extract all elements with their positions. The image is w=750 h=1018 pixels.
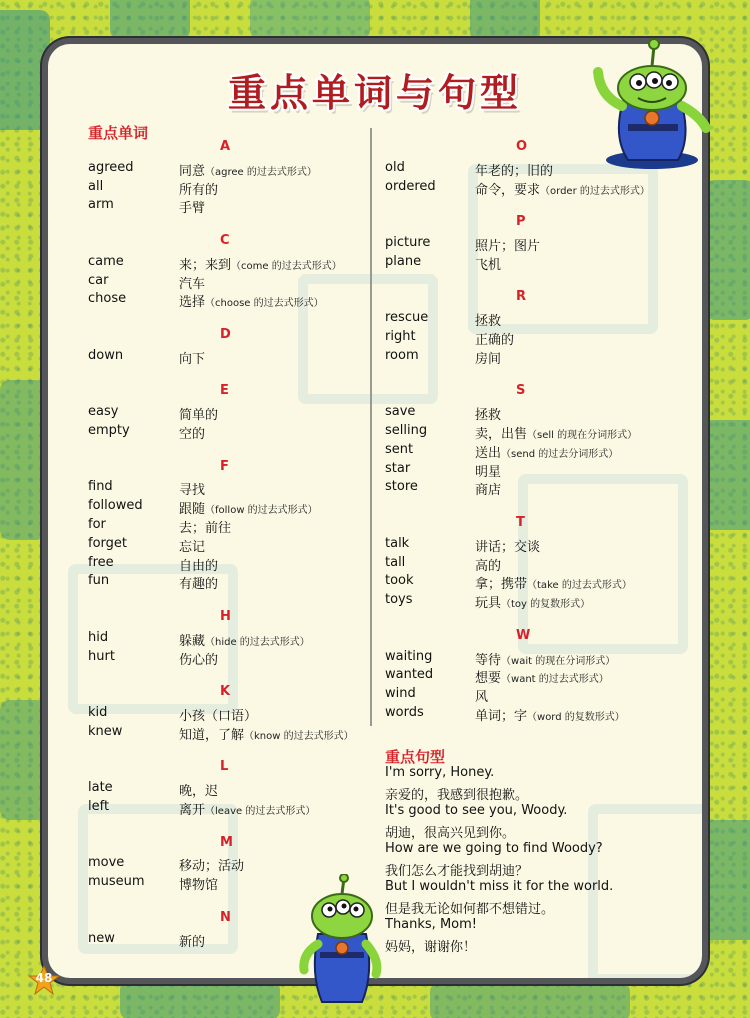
vocab-word: car (88, 272, 109, 288)
sentence-line: It's good to see you, Woody. (385, 803, 568, 818)
letter-heading: N (220, 909, 231, 925)
vocab-meaning: 新的 (179, 934, 206, 950)
vocab-word: all (88, 178, 104, 194)
vocab-word: museum (88, 874, 145, 890)
vocab-word: store (385, 479, 418, 495)
vocab-word: followed (88, 498, 143, 514)
letter-heading: R (516, 289, 527, 305)
vocab-word: plane (385, 253, 422, 269)
vocab-word: save (385, 404, 416, 420)
vocab-meaning: 伤心的 (179, 652, 219, 668)
sentence-line: 亲爱的，我感到很抱歉。 (385, 788, 529, 803)
vocab-word: tall (385, 554, 406, 570)
words-heading: 重点单词 (88, 124, 149, 142)
vocab-meaning: 选择（choose 的过去式形式） (179, 295, 324, 311)
vocab-meaning: 所有的 (179, 182, 219, 198)
vocab-word: forget (88, 535, 127, 551)
vocab-meaning: 同意（agree 的过去式形式） (179, 163, 317, 179)
letter-heading: D (220, 327, 231, 342)
vocab-word: hid (88, 629, 109, 645)
vocab-word: easy (88, 404, 119, 420)
vocab-meaning: 命令，要求（order 的过去式形式） (475, 182, 650, 198)
vocab-note: （send 的过去分词形式） (501, 448, 619, 460)
vocab-meaning: 玩具（toy 的复数形式） (475, 596, 591, 612)
alien-character-icon (292, 874, 392, 1009)
vocab-meaning: 高的 (475, 558, 502, 574)
vocab-word: star (385, 460, 411, 476)
vocab-meaning: 年老的；旧的 (475, 163, 554, 179)
vocab-word: arm (88, 197, 114, 213)
sentence-line: 我们怎么才能找到胡迪？ (385, 864, 529, 879)
vocab-meaning: 等待（wait 的现在分词形式） (475, 652, 616, 668)
vocab-word: empty (88, 423, 130, 438)
alien-character-icon (582, 36, 722, 171)
letter-heading: P (516, 214, 526, 230)
letter-heading: A (220, 139, 231, 154)
vocab-meaning: 跟随（follow 的过去式形式） (179, 502, 318, 518)
vocab-meaning: 小孩（口语） (179, 709, 258, 724)
vocab-word: down (88, 347, 124, 363)
vocab-word: chose (88, 291, 127, 307)
vocab-word: left (88, 799, 110, 814)
letter-heading: S (516, 383, 526, 399)
vocab-meaning: 去；前往 (179, 521, 232, 536)
vocab-note: （hide 的过去式形式） (205, 636, 310, 648)
vocab-note: （choose 的过去式形式） (205, 298, 324, 310)
vocab-word: late (88, 780, 113, 796)
letter-heading: K (220, 684, 231, 700)
vocab-meaning: 拯救 (475, 314, 502, 330)
vocab-meaning: 讲话；交谈 (475, 539, 541, 555)
vocab-word: picture (385, 235, 431, 250)
page-number: 48 (35, 971, 53, 985)
vocab-note: （know 的过去式形式） (244, 730, 354, 742)
vocab-note: （agree 的过去式形式） (205, 166, 317, 178)
vocab-word: ordered (385, 178, 436, 194)
vocab-meaning: 卖，出售（sell 的现在分词形式） (475, 427, 638, 442)
vocab-meaning: 晚，迟 (179, 784, 219, 800)
letter-heading: M (220, 834, 233, 850)
vocab-meaning: 明星 (475, 464, 502, 480)
vocab-word: waiting (385, 648, 433, 664)
vocab-meaning: 离开（leave 的过去式形式） (179, 803, 316, 818)
vocab-meaning: 来；来到（come 的过去式形式） (179, 257, 342, 273)
vocab-meaning: 简单的 (179, 408, 219, 424)
vocab-meaning: 送出（send 的过去分词形式） (475, 445, 619, 461)
vocab-meaning: 照片；图片 (475, 239, 541, 254)
sentence-line: 妈妈，谢谢你！ (385, 940, 477, 955)
vocab-meaning: 空的 (179, 427, 206, 442)
vocab-word: sent (385, 441, 414, 457)
vocab-word: right (385, 329, 416, 344)
page-title: 重点单词与句型 (227, 71, 522, 115)
vocab-meaning: 房间 (475, 351, 502, 367)
vocab-meaning: 正确的 (475, 333, 515, 348)
column-divider (370, 128, 372, 726)
vocab-note: （want 的过去式形式） (501, 674, 609, 686)
vocab-word: knew (88, 723, 123, 739)
vocab-word: free (88, 554, 114, 570)
sentences-heading: 重点句型 (385, 748, 446, 766)
vocab-meaning: 自由的 (179, 558, 219, 574)
sentence-line: Thanks, Mom! (385, 917, 477, 932)
vocab-word: selling (385, 423, 428, 438)
letter-heading: F (220, 458, 229, 474)
sentence-line: I'm sorry, Honey. (385, 765, 495, 780)
vocab-word: talk (385, 535, 410, 551)
sentence-line: 但是我无论如何都不想错过。 (385, 902, 555, 917)
vocab-meaning: 拿；携带（take 的过去式形式） (475, 577, 632, 593)
page-number-star (28, 965, 60, 995)
vocab-meaning: 有趣的 (179, 577, 219, 593)
vocab-word: kid (88, 705, 108, 720)
letter-heading: O (516, 139, 528, 154)
vocab-word: words (385, 705, 424, 720)
vocab-word: hurt (88, 648, 115, 664)
vocab-meaning: 商店 (475, 483, 502, 499)
vocab-note: （order 的过去式形式） (540, 185, 650, 197)
vocab-word: new (88, 930, 115, 946)
vocab-note: （wait 的现在分词形式） (501, 655, 616, 667)
vocab-word: toys (385, 592, 413, 608)
letter-heading: H (220, 609, 231, 624)
vocab-meaning: 汽车 (179, 276, 206, 292)
vocab-meaning: 拯救 (475, 408, 502, 424)
vocab-note: （follow 的过去式形式） (205, 505, 318, 517)
vocab-meaning: 博物馆 (179, 878, 219, 894)
vocab-word: came (88, 253, 124, 269)
vocab-meaning: 移动；活动 (179, 859, 245, 875)
vocab-meaning: 躲藏（hide 的过去式形式） (179, 633, 310, 649)
vocab-meaning: 知道，了解（know 的过去式形式） (179, 727, 354, 743)
vocab-word: wanted (385, 667, 434, 683)
vocab-note: （come 的过去式形式） (231, 260, 342, 272)
vocab-meaning: 寻找 (179, 483, 206, 499)
vocab-note: （leave 的过去式形式） (205, 806, 316, 817)
vocab-note: （sell 的现在分词形式） (527, 430, 638, 441)
vocab-word: for (88, 517, 106, 532)
letter-heading: W (516, 627, 531, 643)
vocab-meaning: 风 (475, 690, 489, 706)
letter-heading: C (220, 233, 230, 248)
sentence-line: But I wouldn't miss it for the world. (385, 879, 614, 894)
vocab-note: （word 的复数形式） (527, 712, 625, 723)
vocab-word: rescue (385, 310, 429, 326)
letter-heading: E (220, 383, 229, 399)
vocab-meaning: 向下 (179, 351, 206, 367)
vocab-meaning: 手臂 (179, 201, 206, 217)
vocab-note: （toy 的复数形式） (501, 599, 591, 611)
vocab-meaning: 飞机 (475, 257, 502, 273)
sentence-line: 胡迪，很高兴见到你。 (385, 826, 516, 841)
vocab-meaning: 单词；字（word 的复数形式） (475, 709, 625, 724)
vocab-meaning: 忘记 (179, 539, 206, 555)
vocab-word: took (385, 573, 414, 589)
vocab-word: move (88, 855, 125, 871)
vocab-meaning: 想要（want 的过去式形式） (475, 671, 609, 687)
vocab-word: find (88, 479, 113, 495)
sentence-line: How are we going to find Woody? (385, 841, 603, 856)
letter-heading: T (516, 515, 525, 530)
vocab-word: fun (88, 573, 110, 589)
vocab-note: （take 的过去式形式） (527, 580, 632, 592)
vocab-word: room (385, 347, 419, 363)
vocab-word: agreed (88, 159, 134, 175)
vocab-word: old (385, 159, 405, 175)
letter-heading: L (220, 759, 229, 775)
vocab-word: wind (385, 686, 416, 702)
